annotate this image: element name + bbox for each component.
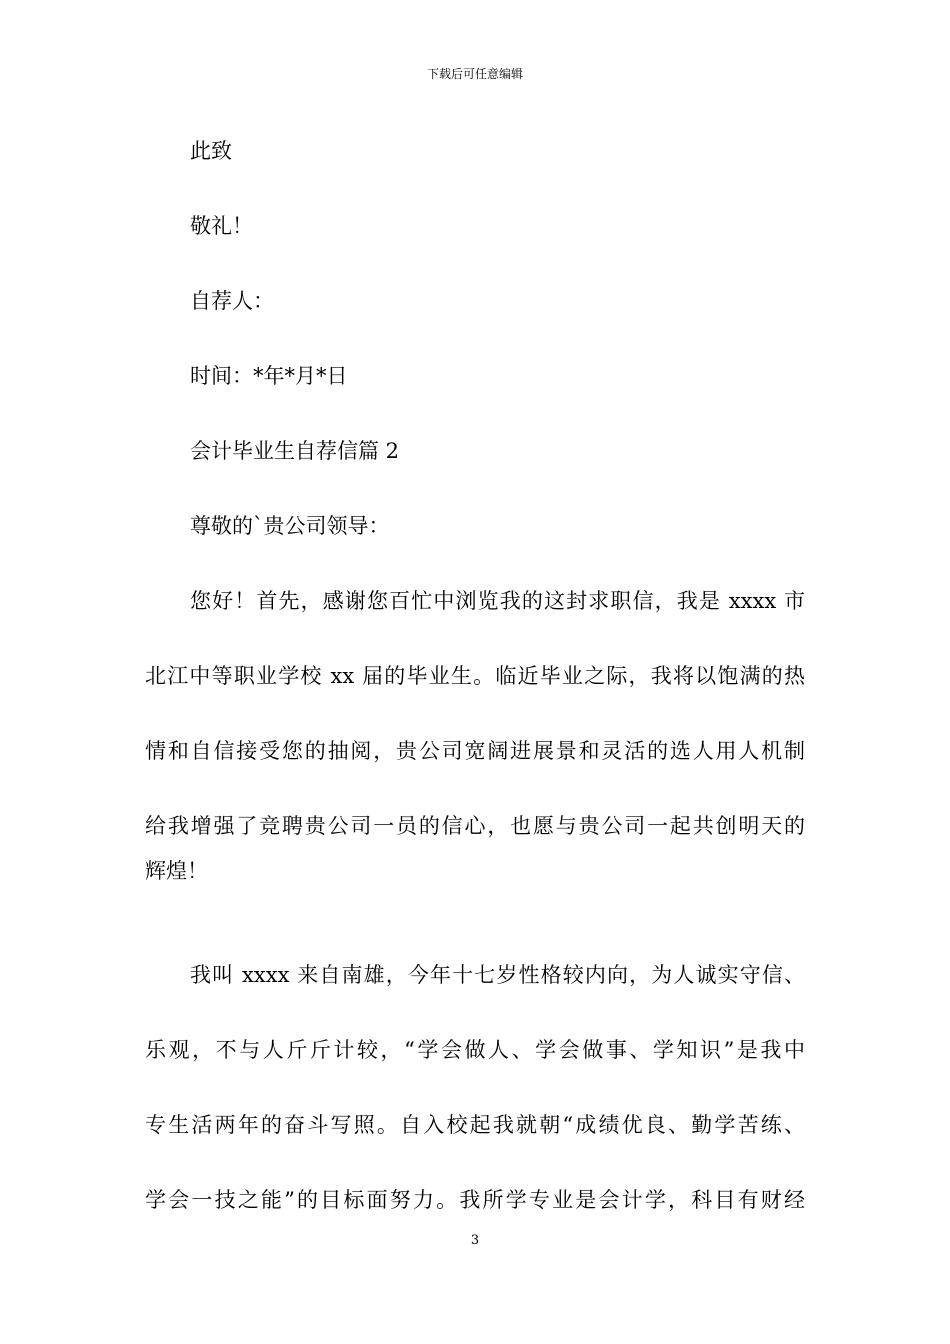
salutation-line: 敬礼！	[190, 214, 253, 238]
page-number: 3	[470, 1233, 480, 1248]
date-line: 时间：*年*月*日	[190, 364, 348, 388]
paragraph-line: 乐观，不与人斤斤计较，“学会做人、学会做事、学知识”是我中	[145, 1038, 805, 1062]
paragraph-line: 您好！首先，感谢您百忙中浏览我的这封求职信，我是 xxxx 市	[190, 589, 805, 613]
signer-line: 自荐人：	[190, 289, 274, 313]
greeting-line: 尊敬的`贵公司领导：	[190, 514, 390, 538]
paragraph-line: 辉煌！	[145, 859, 208, 883]
paragraph-line: 给我增强了竞聘贵公司一员的信心，也愿与贵公司一起共创明天的	[145, 814, 805, 838]
section-title: 会计毕业生自荐信篇 2	[190, 439, 400, 463]
page-header: 下载后可任意编辑	[426, 67, 523, 81]
paragraph-line: 北江中等职业学校 xx 届的毕业生。临近毕业之际，我将以饱满的热	[145, 664, 805, 688]
closing-line: 此致	[190, 139, 232, 163]
paragraph-line: 专生活两年的奋斗写照。自入校起我就朝“成绩优良、勤学苦练、	[145, 1113, 805, 1137]
paragraph-line: 情和自信接受您的抽阅，贵公司宽阔进展景和灵活的选人用人机制	[145, 739, 805, 763]
paragraph-line: 学会一技之能”的目标面努力。我所学专业是会计学，科目有财经	[145, 1188, 805, 1212]
paragraph-line: 我叫 xxxx 来自南雄，今年十七岁性格较内向，为人诚实守信、	[190, 963, 805, 987]
